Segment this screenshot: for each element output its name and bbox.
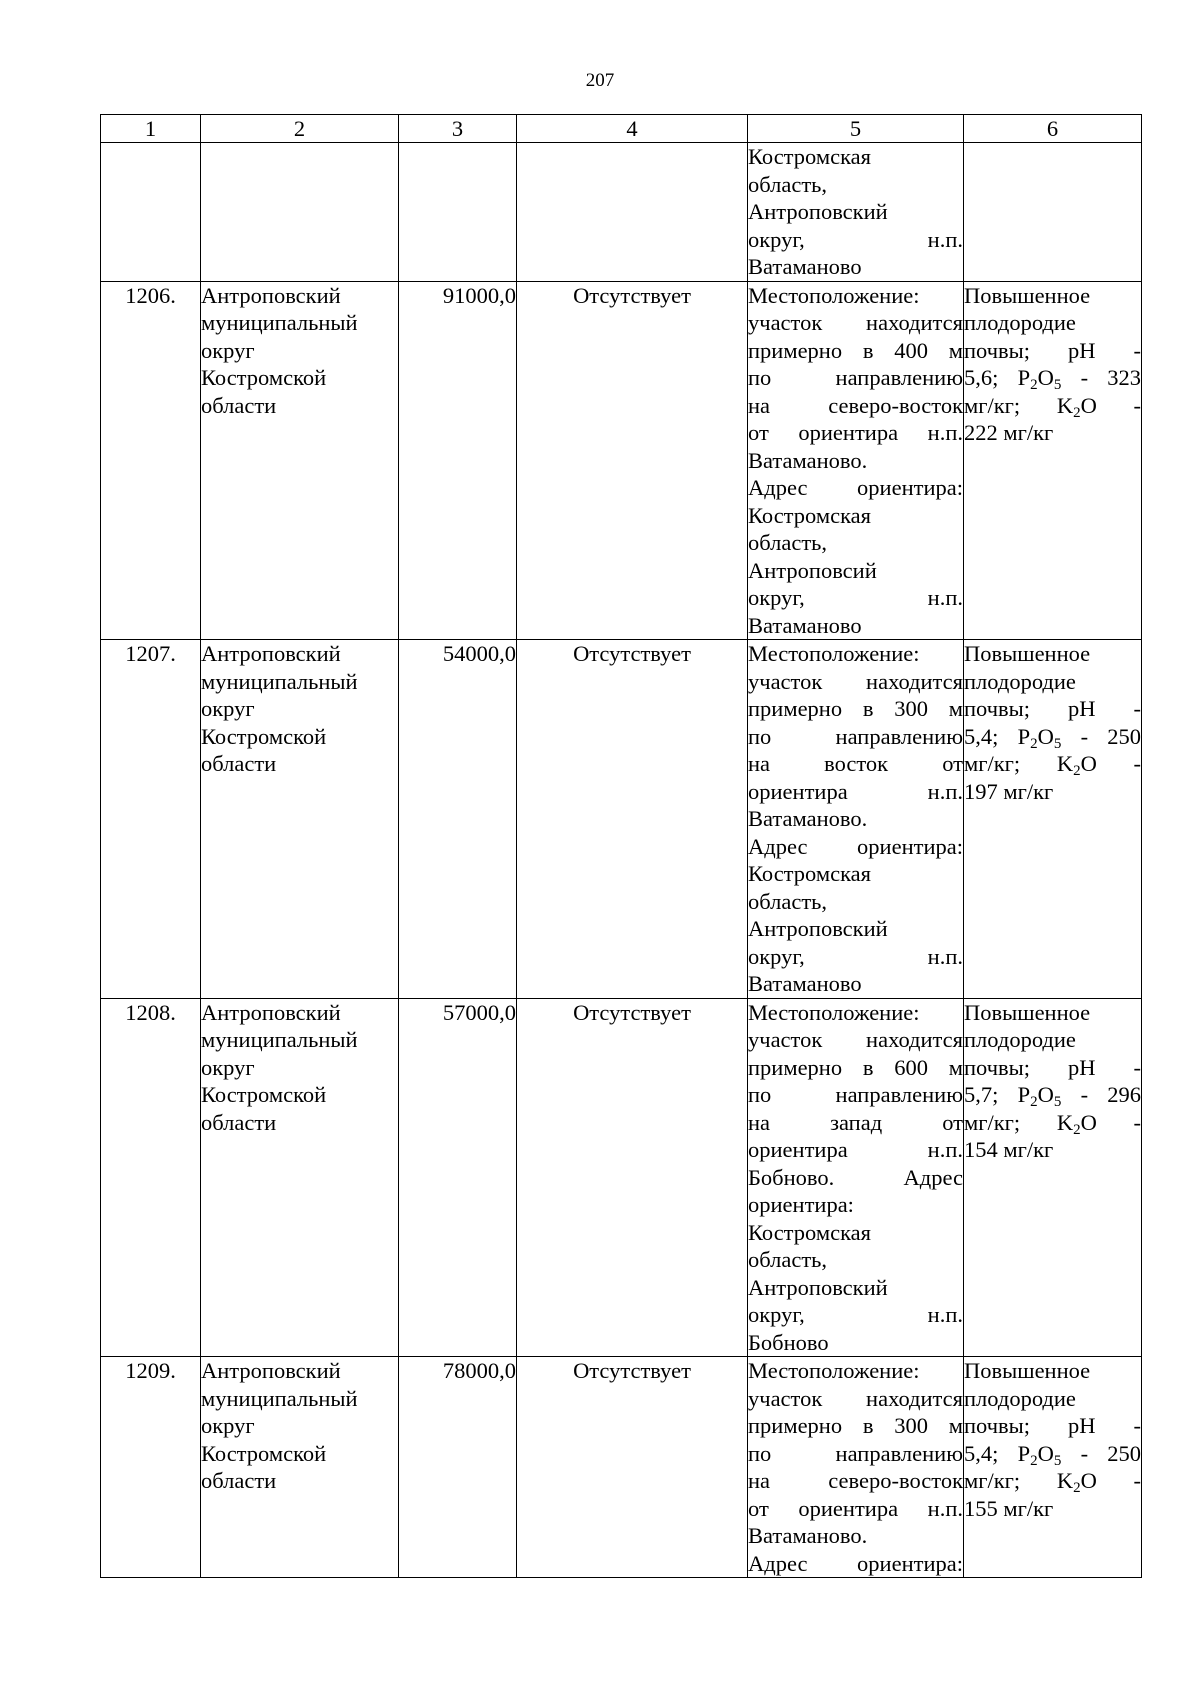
location-line: Ватаманово. [748,447,868,473]
soil-line-potassium [964,1109,1141,1137]
location-line: примерно в 300 м [748,696,963,721]
municipality-cell [201,998,399,1357]
soil-cell [964,998,1142,1357]
ph-value: 5,6; [964,365,999,390]
location-line: округ, н.п. [748,1302,963,1327]
location-line: Местоположение: [748,999,920,1025]
municipality-cell [201,281,399,640]
location-line: Местоположение: [748,1358,920,1383]
location-line: по направлению [748,723,963,749]
table-row [101,998,1142,1357]
soil-line: Повышенное [964,282,1091,308]
location-line: участок находится [748,668,963,694]
phosphorus-value: - 250 [1080,1440,1142,1466]
encumbrance-cell: Отсутствует [517,998,748,1357]
table-row [101,281,1142,640]
column-header-3: 3 [399,115,517,143]
potassium-formula: $K_2O$ - [1056,1109,1141,1138]
municipality-line: муниципальный [201,1027,358,1052]
column-number-row [101,115,1142,143]
location-line: округ, н.п. [748,943,963,969]
encumbrance-cell: Отсутствует [517,640,748,999]
ph-value: 5,4; [964,723,999,749]
municipality-line: области [201,392,277,418]
soil-line: Повышенное [964,999,1091,1025]
soil-line: почвы; pH - [964,337,1141,363]
plot-number: 1208. [101,998,201,1357]
municipality-cell [201,1357,399,1578]
location-line: ориентира н.п. [748,1137,963,1162]
area-cell: 91000,0 [399,281,517,640]
soil-line: почвы; pH - [964,1413,1141,1438]
location-line: область, [748,1247,828,1272]
location-line: Антроповсий [748,557,877,583]
soil-cell [964,640,1142,999]
municipality-line: Антроповский [201,641,341,666]
municipality-line: Антроповский [201,1358,341,1383]
location-line: ориентира н.п. [748,778,963,804]
location-line: по направлению [748,365,963,390]
municipality-line: округ [201,1054,255,1080]
location-line: по направлению [748,1440,963,1466]
municipality-line: области [201,751,277,776]
location-line: Ватаманово [748,612,862,638]
municipality-line: округ [201,337,255,363]
soil-line-phosphorus [964,364,1141,392]
potassium-value: 154 мг/кг [964,1137,1054,1162]
ph-value: 5,4; [964,1440,999,1466]
table-row [101,1357,1142,1578]
continued-municipality-cell [201,143,399,282]
soil-line: плодородие [964,1027,1076,1052]
location-line: от ориентира н.п. [748,420,963,445]
location-line: примерно в 600 м [748,1054,963,1080]
location-cell [748,281,964,640]
location-cell [748,1357,964,1578]
soil-cell [964,281,1142,640]
phosphorus-formula: $P_2O_5$ [1017,723,1062,752]
soil-line-potassium [964,1467,1141,1495]
location-line: Ватаманово [748,971,862,996]
location-line: округ, н.п. [748,585,963,610]
location-line: примерно в 400 м [748,337,963,363]
plot-number: 1206. [101,281,201,640]
location-line: Костромская [748,1219,872,1245]
page-number: 207 [585,70,615,91]
land-plots-table [100,114,1142,1578]
location-line: по направлению [748,1082,963,1107]
location-line: область, [748,888,828,914]
municipality-line: муниципальный [201,668,358,694]
location-line: участок находится [748,1385,963,1411]
location-line: Ватаманово. [748,1523,868,1548]
municipality-line: области [201,1468,277,1493]
municipality-line: Костромской [201,1082,327,1107]
potassium-formula: $K_2O$ - [1056,751,1141,779]
soil-line: Повышенное [964,1358,1091,1383]
location-line: на восток от [748,751,963,776]
continued-area-cell [399,143,517,282]
location-line: Антроповский [748,199,888,224]
municipality-line: Костромской [201,723,327,749]
soil-line-phosphorus [964,723,1141,751]
area-cell: 54000,0 [399,640,517,999]
municipality-line: округ [201,1413,255,1438]
soil-line: Повышенное [964,641,1091,666]
soil-line-potassium [964,392,1141,420]
municipality-line: округ [201,696,255,721]
location-line: округ, н.п. [748,226,963,252]
location-cell [748,640,964,999]
soil-line-phosphorus [964,1081,1141,1109]
phosphorus-unit: мг/кг; [964,1109,1021,1135]
phosphorus-formula: $P_2O_5$ [1017,365,1062,393]
column-header-4: 4 [517,115,748,143]
location-line: Бобново. Адрес [748,1164,963,1190]
continued-number-cell [101,143,201,282]
soil-line: плодородие [964,668,1076,694]
location-line: от ориентира н.п. [748,1495,963,1521]
phosphorus-formula: $P_2O_5$ [1017,1082,1062,1110]
location-line: участок находится [748,310,963,335]
phosphorus-unit: мг/кг; [964,1468,1021,1493]
continued-soil-cell [964,143,1142,282]
continued-encumbrance-cell [517,143,748,282]
potassium-value: 222 мг/кг [964,420,1054,445]
phosphorus-value: - 296 [1080,1082,1142,1107]
ph-value: 5,7; [964,1082,999,1107]
column-header-5: 5 [748,115,964,143]
location-line: Антроповский [748,1274,888,1300]
location-line: ориентира: [748,1192,854,1217]
soil-line: почвы; pH - [964,696,1141,721]
location-line: Ватаманово [748,254,862,279]
location-line: на северо-восток [748,392,963,418]
continued-location-cell [748,143,964,282]
phosphorus-value: - 250 [1080,723,1142,749]
column-header-6: 6 [964,115,1142,143]
location-line: участок находится [748,1027,963,1052]
potassium-value: 155 мг/кг [964,1495,1054,1521]
location-line: на северо-восток [748,1468,963,1493]
location-line: Антроповский [748,916,888,941]
plot-number: 1209. [101,1357,201,1578]
location-line: Костромская [748,144,872,169]
municipality-line: муниципальный [201,1385,358,1411]
encumbrance-cell: Отсутствует [517,281,748,640]
phosphorus-unit: мг/кг; [964,392,1021,418]
municipality-line: Антроповский [201,999,341,1025]
encumbrance-cell: Отсутствует [517,1357,748,1578]
plot-number: 1207. [101,640,201,999]
location-line: Костромская [748,502,872,528]
municipality-line: Антроповский [201,282,341,308]
location-line: Местоположение: [748,641,920,666]
continued-row [101,143,1142,282]
phosphorus-formula: $P_2O_5$ [1017,1440,1062,1469]
soil-cell [964,1357,1142,1578]
municipality-line: Костромской [201,365,327,390]
soil-line-phosphorus [964,1440,1141,1468]
area-cell: 57000,0 [399,998,517,1357]
municipality-line: муниципальный [201,310,358,335]
municipality-cell [201,640,399,999]
location-line: Костромская [748,861,872,886]
potassium-formula: $K_2O$ - [1056,392,1141,421]
location-line: Ватаманово. [748,806,868,831]
soil-line-potassium [964,750,1141,778]
location-line: Адрес ориентира: [748,475,963,500]
soil-line: плодородие [964,310,1076,335]
location-line: примерно в 300 м [748,1413,963,1438]
potassium-value: 197 мг/кг [964,778,1054,804]
table-row [101,640,1142,999]
potassium-formula: $K_2O$ - [1056,1468,1141,1496]
column-header-1: 1 [101,115,201,143]
column-header-2: 2 [201,115,399,143]
location-line: Местоположение: [748,282,920,308]
area-cell: 78000,0 [399,1357,517,1578]
location-line: Адрес ориентира: [748,1550,963,1576]
location-line: область, [748,171,828,197]
location-line: на запад от [748,1109,963,1135]
soil-line: почвы; pH - [964,1054,1141,1080]
location-line: Бобново [748,1329,829,1355]
location-cell [748,998,964,1357]
phosphorus-value: - 323 [1080,365,1142,390]
municipality-line: Костромской [201,1440,327,1466]
municipality-line: области [201,1109,277,1135]
location-line: область, [748,530,828,555]
location-line: Адрес ориентира: [748,833,963,859]
phosphorus-unit: мг/кг; [964,751,1021,776]
soil-line: плодородие [964,1385,1076,1411]
